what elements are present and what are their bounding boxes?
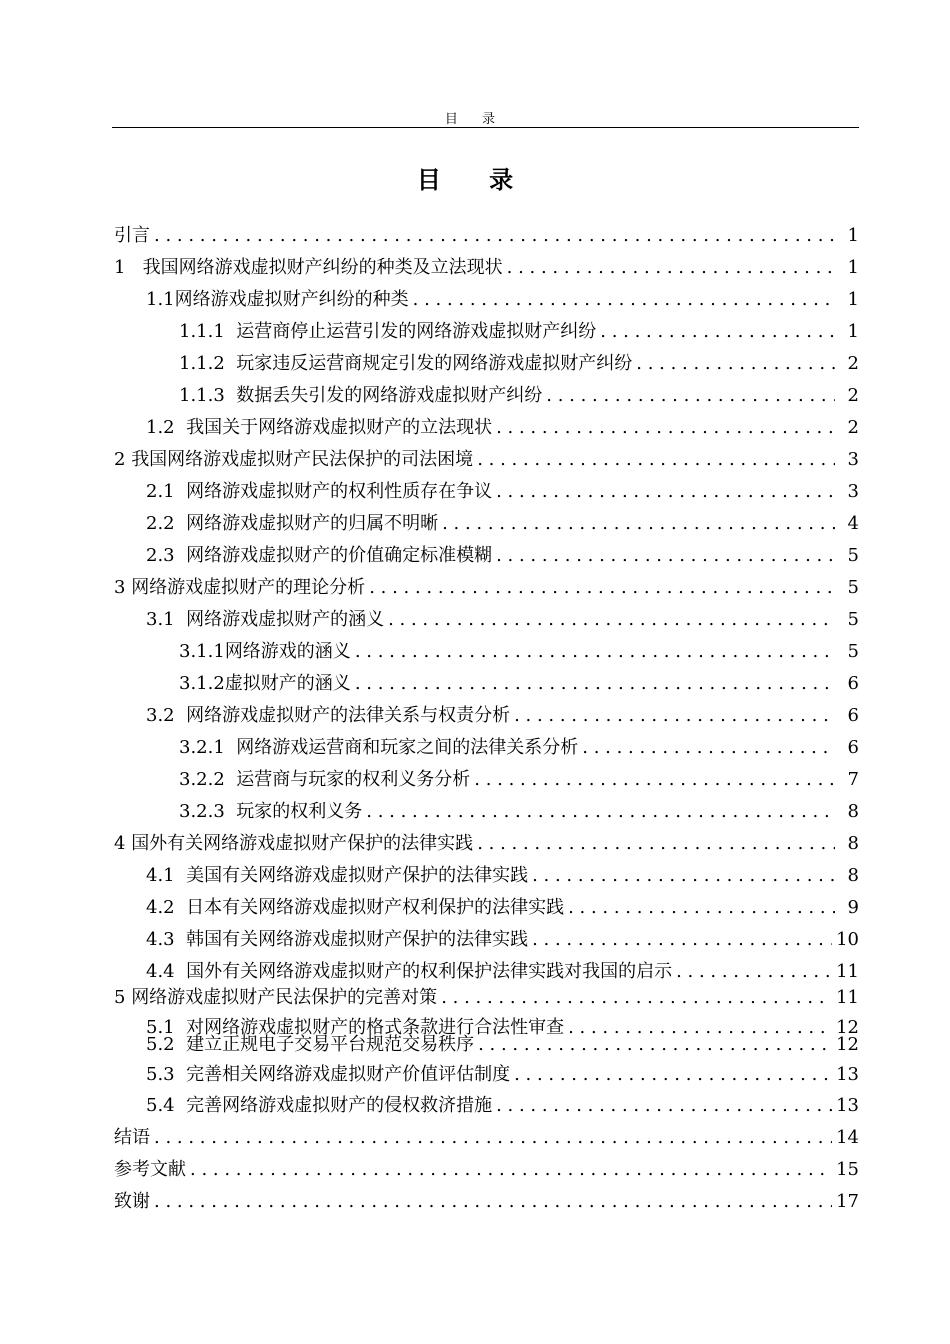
toc-page-number: 1: [847, 257, 859, 278]
toc-page-number: 13: [836, 1095, 859, 1116]
dot-leader: [154, 222, 835, 250]
dot-leader: [441, 984, 832, 1012]
toc-page-number: 6: [847, 673, 859, 694]
toc-entry-number: 3.2: [146, 705, 175, 726]
toc-entry-label: 建立正规电子交易平台规范交易秩序: [186, 1034, 475, 1055]
toc-entry-3-2[interactable]: [0, 702, 950, 730]
toc-page-number: 5: [847, 641, 859, 662]
toc-entry-3-1[interactable]: [0, 606, 950, 634]
toc-entry-number: 4.3: [146, 929, 175, 950]
toc-entry-1-1-3[interactable]: [0, 382, 950, 410]
toc-entry-label: 韩国有关网络游戏虚拟财产保护的法律实践: [186, 929, 529, 950]
toc-entry-number: 2.2: [146, 513, 175, 534]
dot-leader: [355, 638, 835, 666]
toc-page-number: 11: [836, 961, 859, 982]
toc-entry-intro[interactable]: [0, 222, 950, 250]
toc-entry-number: 4.1: [146, 865, 175, 886]
toc-entry-5-3[interactable]: [0, 1061, 950, 1089]
dot-leader: [532, 926, 832, 954]
toc-entry-3-1-1[interactable]: [0, 638, 950, 666]
toc-entry-conclusion[interactable]: [0, 1124, 950, 1152]
toc-page-number: 14: [836, 1127, 859, 1148]
toc-entry-number: 3.1.2: [179, 673, 225, 694]
toc-entry-label: 引言: [114, 225, 150, 246]
toc-entry-number: 1: [114, 257, 126, 278]
toc-page-number: 3: [847, 481, 859, 502]
toc-entry-label: 网络游戏运营商和玩家之间的法律关系分析: [236, 737, 579, 758]
toc-entry-label: 国外有关网络游戏虚拟财产的权利保护法律实践对我国的启示: [186, 961, 673, 982]
toc-entry-3-2-1[interactable]: [0, 734, 950, 762]
toc-entry-number: 1.1.3: [179, 385, 225, 406]
toc-page-number: 1: [847, 289, 859, 310]
toc-entry-label: 数据丢失引发的网络游戏虚拟财产纠纷: [236, 385, 543, 406]
running-header: 目 录: [444, 112, 506, 127]
toc-entry-number: 5.4: [146, 1095, 175, 1116]
toc-entry-label: 我国网络游戏虚拟财产纠纷的种类及立法现状: [142, 257, 503, 278]
toc-entry-1-1[interactable]: [0, 286, 950, 314]
toc-entry-2-3[interactable]: [0, 542, 950, 570]
dot-leader: [600, 318, 835, 346]
dot-leader: [474, 766, 835, 794]
toc-page-number: 13: [836, 1064, 859, 1085]
toc-entry-label: 网络游戏虚拟财产的法律关系与权责分析: [186, 705, 511, 726]
dot-leader: [496, 542, 835, 570]
toc-entry-3-1-2[interactable]: [0, 670, 950, 698]
toc-entry-number: 5.2: [146, 1034, 175, 1055]
dot-leader: [507, 254, 835, 282]
toc-entry-5-2[interactable]: [0, 1031, 950, 1059]
toc-page-number: 6: [847, 737, 859, 758]
toc-entry-ch5[interactable]: [0, 984, 950, 1012]
toc-entry-4-1[interactable]: [0, 862, 950, 890]
toc-entry-1-1-1[interactable]: [0, 318, 950, 346]
toc-page-number: 8: [847, 801, 859, 822]
toc-entry-number: 4: [114, 833, 126, 854]
toc-entry-2-1[interactable]: [0, 478, 950, 506]
toc-entry-number: 1.1.2: [179, 353, 225, 374]
dot-leader: [582, 734, 835, 762]
toc-entry-number: 2.3: [146, 545, 175, 566]
toc-entry-number: 5.3: [146, 1064, 175, 1085]
toc-entry-label: 我国网络游戏虚拟财产民法保护的司法困境: [131, 449, 474, 470]
toc-entry-4-3[interactable]: [0, 926, 950, 954]
toc-entry-label: 参考文献: [114, 1159, 186, 1180]
toc-entry-number: 1.1.1: [179, 321, 225, 342]
toc-entry-1-2[interactable]: [0, 414, 950, 442]
toc-entry-number: 5.1: [146, 1017, 175, 1038]
toc-entry-label: 网络游戏虚拟财产的归属不明晰: [186, 513, 439, 534]
toc-entry-label: 网络游戏的涵义: [224, 641, 351, 662]
dot-leader: [532, 862, 835, 890]
dot-leader: [496, 478, 835, 506]
dot-leader: [190, 1156, 832, 1184]
toc-entry-number: 2.1: [146, 481, 175, 502]
toc-page-number: 5: [847, 545, 859, 566]
dot-leader: [568, 894, 835, 922]
dot-leader: [154, 1188, 832, 1216]
toc-entry-number: 3: [114, 577, 126, 598]
toc-entry-label: 网络游戏虚拟财产的价值确定标准模糊: [186, 545, 493, 566]
dot-leader: [636, 350, 835, 378]
toc-entry-4-4[interactable]: [0, 958, 950, 986]
toc-entry-number: 3.2.2: [179, 769, 225, 790]
toc-page-number: 8: [847, 865, 859, 886]
dot-leader: [546, 382, 835, 410]
toc-page-number: 6: [847, 705, 859, 726]
toc-page-number: 11: [836, 987, 859, 1008]
toc-entry-ch2[interactable]: [0, 446, 950, 474]
toc-page-number: 12: [836, 1017, 859, 1038]
dot-leader: [496, 414, 835, 442]
toc-entry-number: 5: [114, 987, 126, 1008]
dot-leader: [154, 1124, 832, 1152]
toc-entry-label: 结语: [114, 1127, 150, 1148]
toc-page-number: 7: [847, 769, 859, 790]
toc-entry-label: 玩家违反运营商规定引发的网络游戏虚拟财产纠纷: [236, 353, 633, 374]
toc-entry-label: 日本有关网络游戏虚拟财产权利保护的法律实践: [186, 897, 565, 918]
toc-entry-label: 网络游戏虚拟财产民法保护的完善对策: [131, 987, 438, 1008]
toc-entry-label: 运营商停止运营引发的网络游戏虚拟财产纠纷: [236, 321, 597, 342]
toc-entry-label: 网络游戏虚拟财产的权利性质存在争议: [186, 481, 493, 502]
dot-leader: [477, 446, 835, 474]
dot-leader: [478, 1031, 832, 1059]
dot-leader: [514, 1061, 832, 1089]
toc-page-number: 5: [847, 609, 859, 630]
dot-leader: [442, 510, 835, 538]
dot-leader: [366, 798, 835, 826]
toc-entry-label: 玩家的权利义务: [236, 801, 363, 822]
toc-entry-number: 3.1.1: [179, 641, 225, 662]
toc-entry-references[interactable]: [0, 1156, 950, 1184]
dot-leader: [514, 702, 835, 730]
toc-entry-label: 我国关于网络游戏虚拟财产的立法现状: [186, 417, 493, 438]
toc-entry-label: 致谢: [114, 1191, 150, 1212]
toc-page-number: 8: [847, 833, 859, 854]
toc-entry-ch4[interactable]: [0, 830, 950, 858]
dot-leader: [676, 958, 832, 986]
toc-entry-2-2[interactable]: [0, 510, 950, 538]
toc-entry-acknowledgements[interactable]: [0, 1188, 950, 1216]
toc-entry-number: 1.2: [146, 417, 175, 438]
toc-entry-1-1-2[interactable]: [0, 350, 950, 378]
toc-page-number: 2: [847, 417, 859, 438]
toc-entry-number: 3.2.3: [179, 801, 225, 822]
toc-entry-number: 3.2.1: [179, 737, 225, 758]
toc-entry-ch1[interactable]: [0, 254, 950, 282]
toc-entry-4-2[interactable]: [0, 894, 950, 922]
dot-leader: [496, 1092, 832, 1120]
toc-entry-label: 运营商与玩家的权利义务分析: [236, 769, 471, 790]
toc-entry-number: 4.2: [146, 897, 175, 918]
toc-page-number: 17: [836, 1191, 859, 1212]
dot-leader: [355, 670, 835, 698]
toc-entry-label: 虚拟财产的涵义: [224, 673, 351, 694]
toc-entry-label: 国外有关网络游戏虚拟财产保护的法律实践: [131, 833, 474, 854]
dot-leader: [388, 606, 835, 634]
dot-leader: [369, 574, 835, 602]
dot-leader: [477, 830, 835, 858]
toc-page-number: 5: [847, 577, 859, 598]
toc-entry-5-4[interactable]: [0, 1092, 950, 1120]
toc-page-number: 2: [847, 353, 859, 374]
toc-entry-label: 完善相关网络游戏虚拟财产价值评估制度: [186, 1064, 511, 1085]
toc-entry-number: 1.1: [146, 289, 175, 310]
toc-page-number: 9: [847, 897, 859, 918]
toc-page-number: 4: [847, 513, 859, 534]
toc-entry-label: 网络游戏虚拟财产纠纷的种类: [174, 289, 409, 310]
dot-leader: [413, 286, 835, 314]
toc-entry-label: 完善网络游戏虚拟财产的侵权救济措施: [186, 1095, 493, 1116]
page-title: 目 录: [416, 166, 534, 194]
toc-entry-ch3[interactable]: [0, 574, 950, 602]
toc-entry-number: 3.1: [146, 609, 175, 630]
toc-entry-label: 网络游戏虚拟财产的涵义: [186, 609, 385, 630]
toc-page-number: 2: [847, 385, 859, 406]
toc-entry-label: 网络游戏虚拟财产的理论分析: [131, 577, 366, 598]
toc-entry-3-2-2[interactable]: [0, 766, 950, 794]
toc-page-number: 10: [836, 929, 859, 950]
toc-page-number: 1: [847, 225, 859, 246]
toc-entry-3-2-3[interactable]: [0, 798, 950, 826]
toc-page-number: 1: [847, 321, 859, 342]
toc-page-number: 12: [836, 1034, 859, 1055]
toc-entry-number: 4.4: [146, 961, 175, 982]
toc-page-number: 15: [836, 1159, 859, 1180]
toc-entry-label: 对网络游戏虚拟财产的格式条款进行合法性审查: [186, 1017, 565, 1038]
toc-entry-label: 美国有关网络游戏虚拟财产保护的法律实践: [186, 865, 529, 886]
toc-entry-number: 2: [114, 449, 126, 470]
toc-page-number: 3: [847, 449, 859, 470]
